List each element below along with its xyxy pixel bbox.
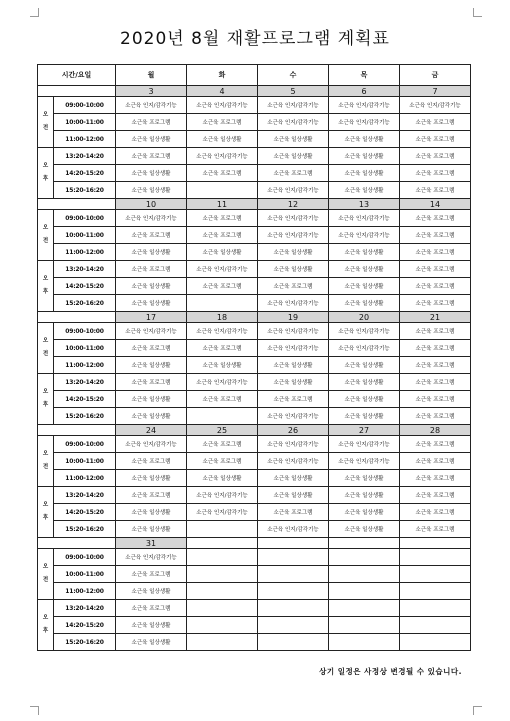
- date-cell: 25: [187, 425, 258, 436]
- program-cell: 소근육 프로그램: [258, 278, 329, 295]
- program-cell: 소근육 일상생활: [116, 521, 187, 538]
- date-row: [38, 312, 471, 323]
- program-cell: 소근육 인지/감각기능: [329, 97, 400, 114]
- program-cell: [187, 617, 258, 634]
- program-cell: [187, 600, 258, 617]
- program-cell: 소근육 일상생활: [329, 261, 400, 278]
- period-cell: [38, 261, 54, 312]
- day-header-cell: 수: [258, 65, 329, 86]
- program-cell: 소근육 프로그램: [400, 131, 471, 148]
- period-char: 오: [42, 451, 49, 457]
- program-cell: 소근육 인지/감각기능: [258, 182, 329, 199]
- program-cell: 소근육 프로그램: [400, 323, 471, 340]
- period-char: 후: [42, 515, 49, 521]
- schedule-row: [38, 97, 471, 114]
- program-cell: 소근육 일상생활: [187, 244, 258, 261]
- program-cell: 소근육 인지/감각기능: [329, 323, 400, 340]
- schedule-row: [38, 436, 471, 453]
- program-cell: 소근육 프로그램: [187, 278, 258, 295]
- date-cell: 20: [329, 312, 400, 323]
- program-cell: 소근육 프로그램: [400, 165, 471, 182]
- program-cell: 소근육 인지/감각기능: [258, 521, 329, 538]
- period-char: 오: [42, 276, 49, 282]
- time-cell: 11:00-12:00: [54, 470, 116, 487]
- program-cell: [187, 549, 258, 566]
- program-cell: 소근육 일상생활: [116, 357, 187, 374]
- program-cell: 소근육 프로그램: [400, 227, 471, 244]
- program-cell: 소근육 일상생활: [116, 165, 187, 182]
- time-cell: 09:00-10:00: [54, 436, 116, 453]
- day-header-cell: 월: [116, 65, 187, 86]
- program-cell: 소근육 인지/감각기능: [187, 374, 258, 391]
- time-cell: 09:00-10:00: [54, 323, 116, 340]
- program-cell: 소근육 일상생활: [329, 244, 400, 261]
- schedule-row: [38, 408, 471, 425]
- program-cell: 소근육 인지/감각기능: [258, 408, 329, 425]
- program-cell: 소근육 일상생활: [329, 504, 400, 521]
- date-row: [38, 538, 471, 549]
- program-cell: 소근육 인지/감각기능: [187, 261, 258, 278]
- date-cell: 27: [329, 425, 400, 436]
- time-cell: 13:20-14:20: [54, 374, 116, 391]
- program-cell: 소근육 일상생활: [329, 374, 400, 391]
- program-cell: 소근육 일상생활: [329, 357, 400, 374]
- period-char: 후: [42, 402, 49, 408]
- time-cell: 11:00-12:00: [54, 357, 116, 374]
- program-cell: [400, 583, 471, 600]
- program-cell: 소근육 일상생활: [258, 131, 329, 148]
- program-cell: 소근육 프로그램: [400, 470, 471, 487]
- schedule-row: [38, 600, 471, 617]
- program-cell: 소근육 인지/감각기능: [258, 114, 329, 131]
- schedule-row: [38, 340, 471, 357]
- date-cell: 3: [116, 86, 187, 97]
- program-cell: [400, 600, 471, 617]
- date-cell: 19: [258, 312, 329, 323]
- program-cell: 소근육 인지/감각기능: [329, 210, 400, 227]
- program-cell: 소근육 일상생활: [116, 470, 187, 487]
- date-cell: 14: [400, 199, 471, 210]
- date-cell: 10: [116, 199, 187, 210]
- schedule-row: [38, 114, 471, 131]
- program-cell: 소근육 프로그램: [400, 340, 471, 357]
- period-cell: [38, 210, 54, 261]
- date-cell: 31: [116, 538, 187, 549]
- time-cell: 11:00-12:00: [54, 131, 116, 148]
- program-cell: 소근육 일상생활: [329, 148, 400, 165]
- time-cell: 11:00-12:00: [54, 583, 116, 600]
- program-cell: 소근육 프로그램: [116, 340, 187, 357]
- header-row: [38, 65, 471, 86]
- date-row-spacer: [38, 199, 116, 210]
- time-cell: 15:20-16:20: [54, 634, 116, 651]
- page-corner-mark: [473, 706, 482, 715]
- program-cell: 소근육 인지/감각기능: [187, 323, 258, 340]
- program-cell: 소근육 프로그램: [187, 114, 258, 131]
- program-cell: 소근육 일상생활: [116, 391, 187, 408]
- period-cell: [38, 323, 54, 374]
- date-row: [38, 86, 471, 97]
- program-cell: 소근육 인지/감각기능: [116, 436, 187, 453]
- time-cell: 13:20-14:20: [54, 487, 116, 504]
- program-cell: [258, 617, 329, 634]
- program-cell: 소근육 일상생활: [258, 244, 329, 261]
- period-char: 후: [42, 289, 49, 295]
- time-cell: 15:20-16:20: [54, 182, 116, 199]
- period-char: 오: [42, 564, 49, 570]
- page-corner-mark: [30, 8, 39, 17]
- period-char: 오: [42, 112, 49, 118]
- program-cell: 소근육 프로그램: [400, 357, 471, 374]
- date-row-spacer: [38, 86, 116, 97]
- program-cell: 소근육 프로그램: [187, 340, 258, 357]
- program-cell: 소근육 프로그램: [400, 295, 471, 312]
- program-cell: 소근육 프로그램: [400, 521, 471, 538]
- time-cell: 10:00-11:00: [54, 566, 116, 583]
- program-cell: 소근육 일상생활: [329, 131, 400, 148]
- period-char: 전: [42, 125, 49, 131]
- date-cell: 4: [187, 86, 258, 97]
- program-cell: 소근육 일상생활: [258, 148, 329, 165]
- program-cell: 소근육 프로그램: [116, 453, 187, 470]
- program-cell: 소근육 프로그램: [400, 374, 471, 391]
- program-cell: [400, 634, 471, 651]
- program-cell: 소근육 일상생활: [329, 295, 400, 312]
- period-char: 전: [42, 351, 49, 357]
- program-cell: 소근육 프로그램: [187, 210, 258, 227]
- time-cell: 10:00-11:00: [54, 227, 116, 244]
- schedule-row: [38, 453, 471, 470]
- program-cell: 소근육 일상생활: [329, 470, 400, 487]
- date-cell: 13: [329, 199, 400, 210]
- program-cell: 소근육 인지/감각기능: [187, 97, 258, 114]
- period-char: 오: [42, 615, 49, 621]
- schedule-row: [38, 391, 471, 408]
- time-cell: 10:00-11:00: [54, 453, 116, 470]
- schedule-row: [38, 278, 471, 295]
- program-cell: 소근육 프로그램: [400, 504, 471, 521]
- period-char: 후: [42, 176, 49, 182]
- date-cell: [187, 538, 258, 549]
- date-cell: [329, 538, 400, 549]
- time-cell: 13:20-14:20: [54, 600, 116, 617]
- program-cell: 소근육 프로그램: [258, 391, 329, 408]
- day-header-cell: 화: [187, 65, 258, 86]
- program-cell: 소근육 일상생활: [187, 131, 258, 148]
- schedule-table: [37, 64, 471, 651]
- program-cell: [329, 549, 400, 566]
- program-cell: 소근육 프로그램: [116, 148, 187, 165]
- program-cell: 소근육 인지/감각기능: [329, 340, 400, 357]
- program-cell: [187, 566, 258, 583]
- date-cell: 12: [258, 199, 329, 210]
- time-cell: 13:20-14:20: [54, 261, 116, 278]
- time-cell: 13:20-14:20: [54, 148, 116, 165]
- schedule-row: [38, 165, 471, 182]
- program-cell: 소근육 일상생활: [116, 634, 187, 651]
- schedule-row: [38, 617, 471, 634]
- time-cell: 10:00-11:00: [54, 114, 116, 131]
- program-cell: 소근육 인지/감각기능: [258, 436, 329, 453]
- period-cell: [38, 436, 54, 487]
- date-row-spacer: [38, 425, 116, 436]
- program-cell: 소근육 인지/감각기능: [258, 97, 329, 114]
- page-corner-mark: [30, 706, 39, 715]
- program-cell: 소근육 일상생활: [329, 278, 400, 295]
- program-cell: 소근육 인지/감각기능: [258, 295, 329, 312]
- program-cell: 소근육 인지/감각기능: [258, 340, 329, 357]
- program-cell: 소근육 일상생활: [329, 182, 400, 199]
- date-cell: 21: [400, 312, 471, 323]
- period-cell: [38, 374, 54, 425]
- period-char: 오: [42, 163, 49, 169]
- period-char: 오: [42, 225, 49, 231]
- page-corner-mark: [473, 8, 482, 17]
- period-cell: [38, 600, 54, 651]
- program-cell: 소근육 일상생활: [116, 278, 187, 295]
- date-row-spacer: [38, 538, 116, 549]
- time-cell: 09:00-10:00: [54, 549, 116, 566]
- program-cell: 소근육 인지/감각기능: [258, 210, 329, 227]
- time-cell: 15:20-16:20: [54, 295, 116, 312]
- program-cell: 소근육 프로그램: [400, 244, 471, 261]
- program-cell: 소근육 인지/감각기능: [116, 210, 187, 227]
- time-cell: 14:20-15:20: [54, 278, 116, 295]
- program-cell: 소근육 인지/감각기능: [116, 549, 187, 566]
- date-cell: 24: [116, 425, 187, 436]
- header-corner-cell: 시간/요일: [38, 65, 116, 86]
- program-cell: [258, 566, 329, 583]
- program-cell: [400, 549, 471, 566]
- day-header-cell: 목: [329, 65, 400, 86]
- program-cell: 소근육 프로그램: [116, 600, 187, 617]
- program-cell: 소근육 인지/감각기능: [187, 504, 258, 521]
- program-cell: [187, 583, 258, 600]
- program-cell: 소근육 프로그램: [400, 487, 471, 504]
- date-cell: 6: [329, 86, 400, 97]
- period-cell: [38, 97, 54, 148]
- program-cell: 소근육 프로그램: [116, 227, 187, 244]
- date-cell: 7: [400, 86, 471, 97]
- program-cell: 소근육 일상생활: [187, 357, 258, 374]
- program-cell: [329, 600, 400, 617]
- program-cell: 소근육 프로그램: [187, 165, 258, 182]
- program-cell: 소근육 일상생활: [258, 357, 329, 374]
- program-cell: [258, 583, 329, 600]
- program-cell: 소근육 인지/감각기능: [187, 487, 258, 504]
- program-cell: 소근육 프로그램: [400, 182, 471, 199]
- schedule-row: [38, 583, 471, 600]
- program-cell: [187, 295, 258, 312]
- program-cell: 소근육 인지/감각기능: [329, 114, 400, 131]
- schedule-row: [38, 357, 471, 374]
- time-cell: 10:00-11:00: [54, 340, 116, 357]
- program-cell: 소근육 인지/감각기능: [258, 227, 329, 244]
- date-cell: 17: [116, 312, 187, 323]
- program-cell: [329, 566, 400, 583]
- program-cell: 소근육 일상생활: [116, 408, 187, 425]
- time-cell: 14:20-15:20: [54, 391, 116, 408]
- program-cell: 소근육 일상생활: [258, 470, 329, 487]
- date-cell: 5: [258, 86, 329, 97]
- program-cell: 소근육 일상생활: [116, 583, 187, 600]
- program-cell: [187, 521, 258, 538]
- program-cell: 소근육 프로그램: [400, 453, 471, 470]
- program-cell: 소근육 일상생활: [329, 391, 400, 408]
- program-cell: 소근육 프로그램: [400, 278, 471, 295]
- program-cell: 소근육 프로그램: [116, 374, 187, 391]
- program-cell: 소근육 일상생활: [116, 617, 187, 634]
- program-cell: 소근육 일상생활: [329, 487, 400, 504]
- program-cell: 소근육 인지/감각기능: [258, 453, 329, 470]
- schedule-row: [38, 131, 471, 148]
- program-cell: 소근육 프로그램: [400, 261, 471, 278]
- program-cell: 소근육 프로그램: [400, 148, 471, 165]
- period-char: 전: [42, 464, 49, 470]
- date-cell: [258, 538, 329, 549]
- period-cell: [38, 487, 54, 538]
- program-cell: 소근육 프로그램: [116, 261, 187, 278]
- program-cell: 소근육 프로그램: [400, 408, 471, 425]
- schedule-row: [38, 210, 471, 227]
- date-cell: [400, 538, 471, 549]
- period-char: 전: [42, 577, 49, 583]
- time-cell: 14:20-15:20: [54, 617, 116, 634]
- program-cell: 소근육 일상생활: [258, 374, 329, 391]
- date-cell: 26: [258, 425, 329, 436]
- time-cell: 15:20-16:20: [54, 408, 116, 425]
- period-cell: [38, 148, 54, 199]
- program-cell: 소근육 일상생활: [329, 165, 400, 182]
- program-cell: 소근육 프로그램: [116, 566, 187, 583]
- program-cell: 소근육 인지/감각기능: [329, 436, 400, 453]
- program-cell: 소근육 프로그램: [400, 436, 471, 453]
- date-cell: 18: [187, 312, 258, 323]
- program-cell: 소근육 일상생활: [116, 182, 187, 199]
- period-cell: [38, 549, 54, 600]
- schedule-row: [38, 504, 471, 521]
- period-char: 오: [42, 502, 49, 508]
- schedule-row: [38, 182, 471, 199]
- program-cell: [187, 634, 258, 651]
- schedule-row: [38, 244, 471, 261]
- program-cell: 소근육 인지/감각기능: [116, 323, 187, 340]
- program-cell: 소근육 인지/감각기능: [258, 323, 329, 340]
- program-cell: 소근육 프로그램: [258, 165, 329, 182]
- program-cell: 소근육 일상생활: [116, 244, 187, 261]
- schedule-row: [38, 227, 471, 244]
- program-cell: [258, 549, 329, 566]
- schedule-row: [38, 374, 471, 391]
- program-cell: 소근육 인지/감각기능: [329, 453, 400, 470]
- program-cell: 소근육 인지/감각기능: [400, 97, 471, 114]
- program-cell: [258, 600, 329, 617]
- program-cell: 소근육 인지/감각기능: [116, 97, 187, 114]
- time-cell: 15:20-16:20: [54, 521, 116, 538]
- program-cell: 소근육 인지/감각기능: [187, 148, 258, 165]
- period-char: 전: [42, 238, 49, 244]
- program-cell: 소근육 일상생활: [329, 521, 400, 538]
- time-cell: 14:20-15:20: [54, 165, 116, 182]
- schedule-row: [38, 470, 471, 487]
- program-cell: 소근육 프로그램: [187, 227, 258, 244]
- program-cell: 소근육 프로그램: [116, 487, 187, 504]
- date-row: [38, 199, 471, 210]
- time-cell: 11:00-12:00: [54, 244, 116, 261]
- period-char: 후: [42, 628, 49, 634]
- schedule-row: [38, 487, 471, 504]
- program-cell: 소근육 일상생활: [258, 487, 329, 504]
- date-row: [38, 425, 471, 436]
- program-cell: 소근육 일상생활: [116, 131, 187, 148]
- schedule-row: [38, 323, 471, 340]
- date-cell: 28: [400, 425, 471, 436]
- program-cell: 소근육 일상생활: [187, 470, 258, 487]
- program-cell: [187, 182, 258, 199]
- program-cell: [400, 566, 471, 583]
- program-cell: [400, 617, 471, 634]
- program-cell: 소근육 프로그램: [400, 210, 471, 227]
- schedule-row: [38, 566, 471, 583]
- date-cell: 11: [187, 199, 258, 210]
- program-cell: [187, 408, 258, 425]
- program-cell: 소근육 프로그램: [187, 391, 258, 408]
- program-cell: [329, 617, 400, 634]
- schedule-row: [38, 148, 471, 165]
- program-cell: 소근육 일상생활: [258, 261, 329, 278]
- schedule-row: [38, 261, 471, 278]
- program-cell: 소근육 일상생활: [329, 408, 400, 425]
- program-cell: [258, 634, 329, 651]
- schedule-row: [38, 634, 471, 651]
- day-header-cell: 금: [400, 65, 471, 86]
- program-cell: 소근육 프로그램: [258, 504, 329, 521]
- program-cell: 소근육 일상생활: [116, 504, 187, 521]
- program-cell: 소근육 프로그램: [187, 436, 258, 453]
- schedule-row: [38, 521, 471, 538]
- program-cell: 소근육 프로그램: [187, 453, 258, 470]
- period-char: 오: [42, 389, 49, 395]
- program-cell: [329, 634, 400, 651]
- date-row-spacer: [38, 312, 116, 323]
- time-cell: 09:00-10:00: [54, 97, 116, 114]
- schedule-row: [38, 549, 471, 566]
- program-cell: [329, 583, 400, 600]
- period-char: 오: [42, 338, 49, 344]
- schedule-row: [38, 295, 471, 312]
- program-cell: 소근육 프로그램: [400, 114, 471, 131]
- program-cell: 소근육 프로그램: [116, 114, 187, 131]
- time-cell: 14:20-15:20: [54, 504, 116, 521]
- program-cell: 소근육 인지/감각기능: [329, 227, 400, 244]
- page-title: 2020년 8월 재활프로그램 계획표: [120, 29, 390, 49]
- time-cell: 09:00-10:00: [54, 210, 116, 227]
- program-cell: 소근육 프로그램: [400, 391, 471, 408]
- program-cell: 소근육 일상생활: [116, 295, 187, 312]
- footer-note: 상기 일정은 사정상 변경될 수 있습니다.: [319, 667, 462, 676]
